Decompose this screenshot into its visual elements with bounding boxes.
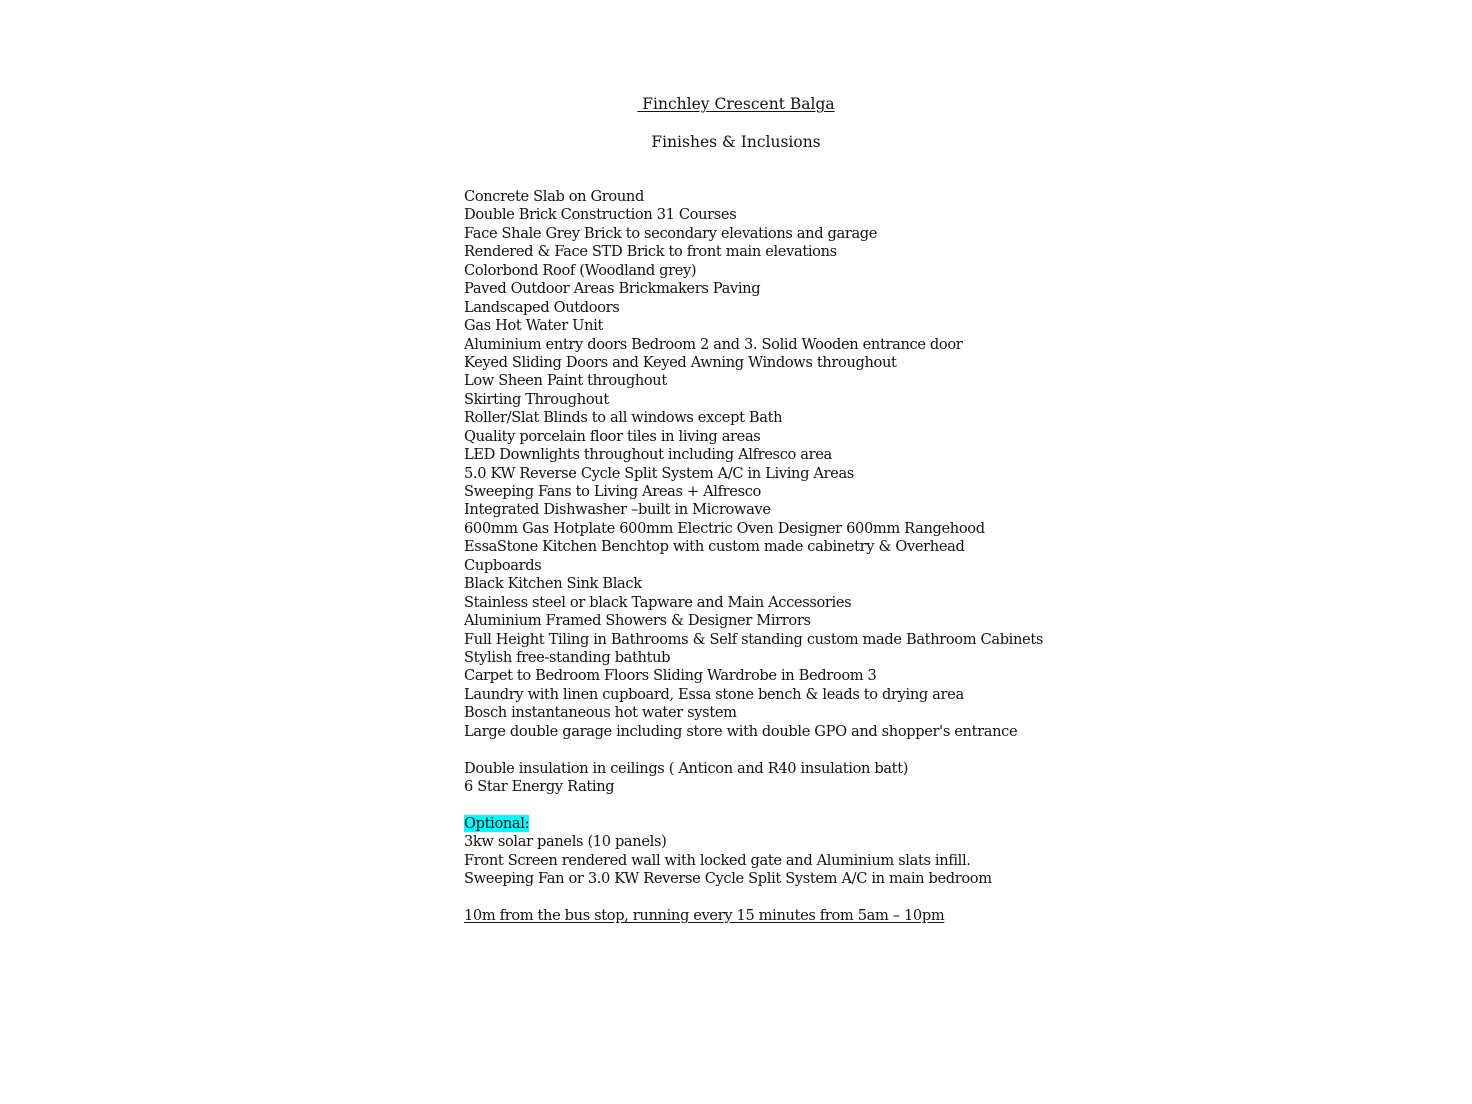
optional-item: 3kw solar panels (10 panels) [464,833,667,851]
inclusion-item: Low Sheen Paint throughout [464,372,667,390]
spacer [464,796,1064,814]
energy-item: Double insulation in ceilings ( Anticon and R40 insulation batt) [464,759,909,777]
inclusion-item: Full Height Tiling in Bathrooms & Self standing custom made Bathroom Cabinets [464,630,1043,648]
inclusion-item: Stainless steel or black Tapware and Main Accessories [464,593,852,611]
inclusions-list [464,188,1064,741]
transport-note-line [464,907,1064,925]
inclusion-item: Gas Hot Water Unit [464,317,603,335]
energy-list [464,760,1064,797]
inclusion-item: Landscaped Outdoors [464,298,620,316]
inclusion-item: 5.0 KW Reverse Cycle Split System A/C in Living Areas [464,464,854,482]
inclusion-item: Laundry with linen cupboard, Essa stone bench & leads to drying area [464,685,964,703]
document-body [464,188,1064,926]
inclusion-item: Bosch instantaneous hot water system [464,704,737,722]
inclusion-item: Face Shale Grey Brick to secondary elevations and garage [464,224,878,242]
inclusion-item: Rendered & Face STD Brick to front main elevations [464,243,837,261]
optional-heading: Optional: [464,814,530,832]
inclusion-item: Double Brick Construction 31 Courses [464,206,737,224]
inclusion-item: Carpet to Bedroom Floors Sliding Wardrobe in Bedroom 3 [464,667,877,685]
optional-section [464,815,1064,889]
inclusion-item: Colorbond Roof (Woodland grey) [464,261,697,279]
inclusion-item: Concrete Slab on Ground [464,188,644,205]
transport-note: 10m from the bus stop, running every 15 minutes from 5am – 10pm [464,907,945,925]
inclusion-item: LED Downlights throughout including Alfresco area [464,446,832,464]
inclusion-item: Quality porcelain floor tiles in living areas [464,427,761,445]
inclusion-item: Integrated Dishwasher –built in Microwave [464,501,771,519]
inclusion-item: Black Kitchen Sink Black [464,575,642,593]
inclusion-item: Paved Outdoor Areas Brickmakers Paving [464,280,761,298]
optional-item: Sweeping Fan or 3.0 KW Reverse Cycle Split System A/C in main bedroom [464,870,992,888]
inclusion-item: Cupboards [464,556,542,574]
optional-item: Front Screen rendered wall with locked gate and Aluminium slats infill. [464,851,971,869]
spacer [464,741,1064,759]
inclusion-item: Keyed Sliding Doors and Keyed Awning Windows throughout [464,353,897,371]
inclusion-item: Skirting Throughout [464,390,609,408]
optional-heading-line [464,815,1064,833]
inclusion-item: Roller/Slat Blinds to all windows except Bath [464,409,783,427]
inclusion-item: Stylish free-standing bathtub [464,648,671,666]
inclusion-item: EssaStone Kitchen Benchtop with custom made cabinetry & Overhead [464,538,965,556]
inclusion-item: Sweeping Fans to Living Areas + Alfresco [464,483,761,500]
inclusion-item: Large double garage including store with double GPO and shopper's entrance [464,722,1018,740]
spacer [464,889,1064,907]
document-title: Finchley Crescent Balga [637,95,835,113]
inclusion-item: 600mm Gas Hotplate 600mm Electric Oven Designer 600mm Rangehood [464,519,985,537]
document-subtitle: Finishes & Inclusions [651,133,821,151]
inclusion-item: Aluminium Framed Showers & Designer Mirrors [464,612,811,630]
energy-item: 6 Star Energy Rating [464,778,615,795]
inclusion-item: Aluminium entry doors Bedroom 2 and 3. Solid Wooden entrance door [464,335,963,353]
